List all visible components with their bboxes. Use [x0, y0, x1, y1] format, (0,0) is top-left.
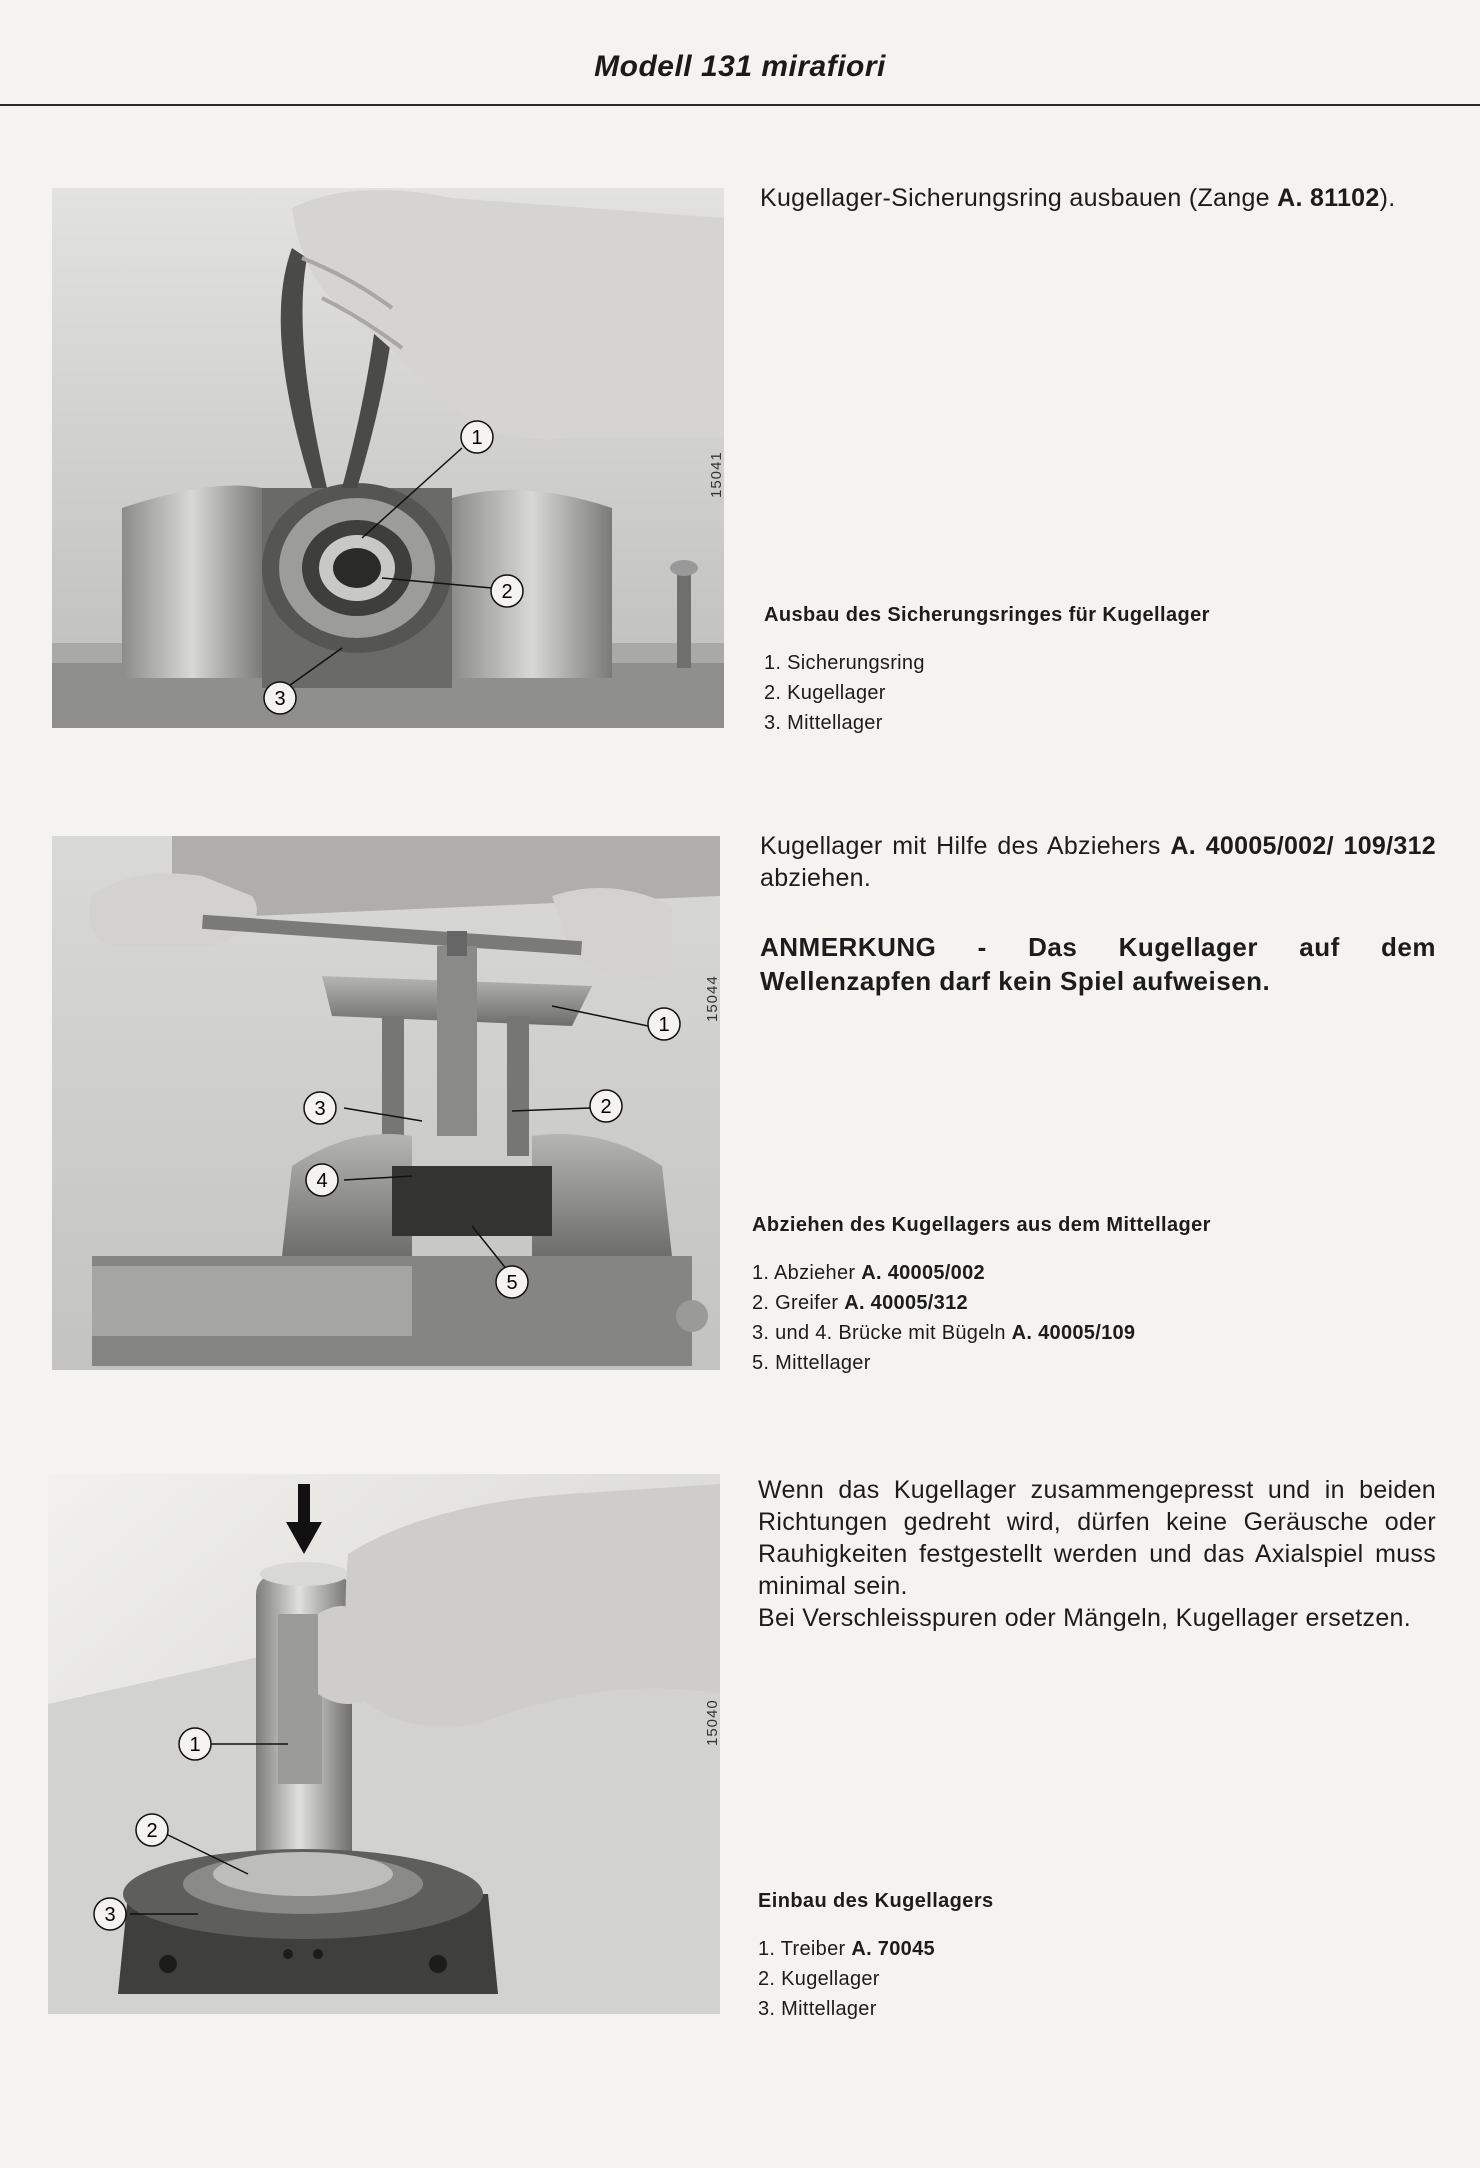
legend-item: 5. Mittellager — [752, 1352, 871, 1374]
instruction-text — [760, 182, 1436, 214]
legend-item: 3. und 4. Brücke mit Bügeln A. 40005/109 — [752, 1322, 1136, 1344]
figure-legend — [752, 1258, 1135, 1378]
instruction-paragraph-1: Wenn das Kugellager zusammengepresst und in beiden Richtungen gedreht wird, dürfen keine Geräusche oder Rauhigkeiten festgestellt werden und das Axialspiel muss minimal sein. — [758, 1476, 1436, 1600]
tool-code: A. 40005/002/ 109/312 — [1170, 832, 1436, 860]
figure-legend — [764, 648, 925, 738]
photo-retaining-ring-removal — [52, 188, 724, 728]
callout-3: 3 — [314, 1098, 326, 1120]
callout-1: 1 — [658, 1014, 670, 1036]
photo-bearing-installation — [48, 1474, 720, 2014]
instruction-text — [758, 1474, 1436, 1634]
instruction-text-prefix: Kugellager mit Hilfe des Abziehers — [760, 832, 1171, 860]
callout-4: 4 — [316, 1170, 328, 1192]
header-rule — [0, 104, 1480, 106]
legend-item: 3. Mittellager — [764, 712, 883, 734]
page-header-title: Modell 131 mirafiori — [594, 50, 886, 83]
legend-item: 2. Kugellager — [764, 682, 886, 704]
callout-2: 2 — [501, 581, 513, 603]
figure-caption: Ausbau des Sicherungsringes für Kugellager — [764, 604, 1210, 626]
figure-number: 15040 — [704, 1699, 721, 1746]
callout-3: 3 — [104, 1904, 116, 1926]
legend-item: 3. Mittellager — [758, 1998, 877, 2020]
tool-code: A. 81102 — [1277, 184, 1380, 212]
photo-bearing-puller — [52, 836, 720, 1370]
note-text: ANMERKUNG - Das Kugellager auf dem Wellenzapfen darf kein Spiel aufweisen. — [760, 932, 1436, 996]
instruction-paragraph-2: Bei Verschleisspuren oder Mängeln, Kugellager ersetzen. — [758, 1604, 1411, 1632]
instruction-text-suffix: ). — [1379, 184, 1396, 212]
legend-item: 1. Abzieher A. 40005/002 — [752, 1262, 985, 1284]
callout-2: 2 — [600, 1096, 612, 1118]
legend-item: 1. Sicherungsring — [764, 652, 925, 674]
callout-1: 1 — [189, 1734, 201, 1756]
figure-number: 15041 — [708, 451, 725, 498]
legend-item: 2. Greifer A. 40005/312 — [752, 1292, 968, 1314]
legend-item: 2. Kugellager — [758, 1968, 880, 1990]
figure-caption: Einbau des Kugellagers — [758, 1890, 994, 1912]
instruction-text-prefix: Kugellager-Sicherungsring ausbauen (Zange — [760, 184, 1278, 212]
legend-item: 1. Treiber A. 70045 — [758, 1938, 935, 1960]
callout-5: 5 — [506, 1272, 518, 1294]
callout-2: 2 — [146, 1820, 158, 1842]
callout-3: 3 — [274, 688, 286, 710]
figure-caption: Abziehen des Kugellagers aus dem Mittellager — [752, 1214, 1211, 1236]
callout-1: 1 — [471, 427, 483, 449]
instruction-text — [760, 830, 1436, 894]
instruction-text-suffix: abziehen. — [760, 864, 872, 892]
figure-number: 15044 — [704, 975, 721, 1022]
figure-legend — [758, 1934, 935, 2024]
